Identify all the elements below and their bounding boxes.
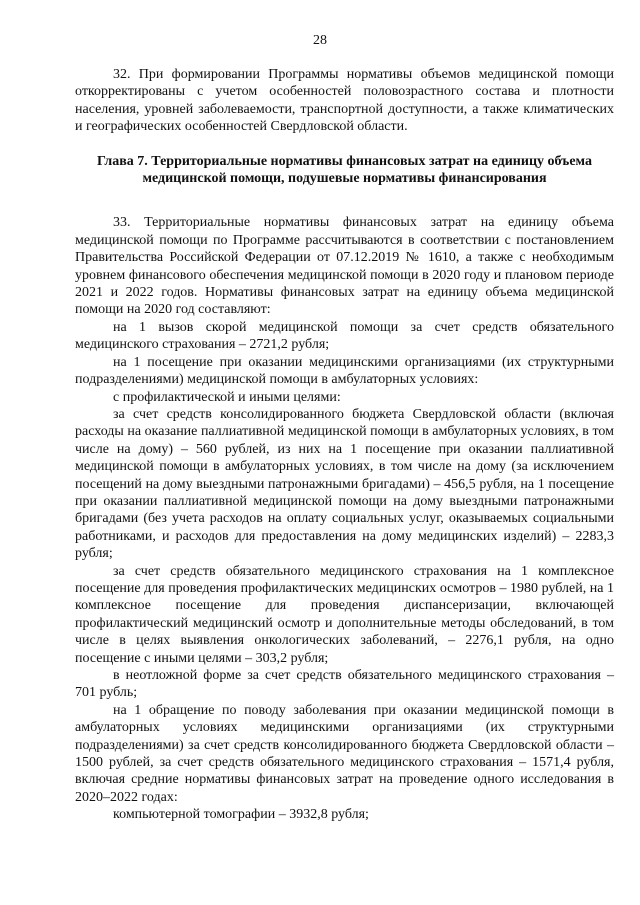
paragraph-preventive: с профилактической и иными целями:: [113, 389, 341, 405]
paragraph-visit: на 1 посещение при оказании медицинскими организациями (их структурными подразделениями) медицинской помощи в амбулаторных условиях:: [75, 354, 614, 388]
document-body: [75, 66, 614, 824]
paragraph-urgent: в неотложной форме за счет средств обязательного медицинского страхования – 701 рубль;: [75, 668, 614, 701]
paragraph-budget: за счет средств консолидированного бюджета Свердловской области (включая расходы на оказание паллиативной медицинской помощи в амбулаторных условиях, в том числе на дому) – 560 рублей, из них на 1 посещение при оказании паллиативной медицинской помощи в амбулаторных условиях, в том числе на дому (за исключением посещений на дому выездными патронажными бригадами) – 456,5 рубля, на 1 посещение при оказании паллиативной медицинской помощи на дому выездными патронажными бригадами (без учета расходов на оплату социальных услуг, оказываемых социальными работниками, и расходов для предоставления на дому медицинских изделий) – 2283,3 рубля;: [75, 406, 614, 562]
page-number: 28: [313, 33, 327, 48]
chapter-heading: Глава 7. Территориальные нормативы финансовых затрат на единицу объема медицинской помощи, подушевые нормативы финансирования: [97, 153, 592, 187]
paragraph-appeal: на 1 обращение по поводу заболевания при оказании медицинской помощи в амбулаторных условиях медицинскими организациями (их структурными подразделениями) за счет средств консолидированного бюджета Свердловской области – 1500 рублей, за счет средств обязательного медицинского страхования – 1571,4 рубля, включая средние нормативы финансовых затрат на проведение одного исследования в 2020–2022 годах:: [75, 702, 614, 805]
paragraph-33: 33. Территориальные нормативы финансовых затрат на единицу объема медицинской помощи по Программе рассчитываются в соответствии с постановлением Правительства Российской Федерации от 07.12.2019 № 1610, а также с необходимым уровнем финансового обеспечения медицинской помощи в 2020 году и плановом периоде 2021 и 2022 годов. Нормативы финансовых затрат на единицу объема медицинской помощи на 2020 год составляют:: [75, 215, 614, 318]
paragraph-ambulance: на 1 вызов скорой медицинской помощи за счет средств обязательного медицинского страхования – 2721,2 рубля;: [75, 319, 614, 353]
paragraph-32: 32. При формировании Программы нормативы объемов медицинской помощи откорректированы с учетом особенностей половозрастного состава и плотности населения, уровней заболеваемости, транспортной доступности, а также климатических и географических особенностей Свердловской области.: [75, 67, 614, 135]
paragraph-oms: за счет средств обязательного медицинского страхования на 1 комплексное посещение для проведения профилактических медицинских осмотров – 1980 рублей, на 1 комплексное посещение для проведения диспансеризации, включающей профилактический медицинский осмотр и дополнительные методы обследований, в том числе в целях выявления онкологических заболеваний, – 2276,1 рубля, на одно посещение с иными целями – 303,2 рубля;: [75, 563, 614, 666]
paragraph-ct: компьютерной томографии – 3932,8 рубля;: [113, 807, 369, 823]
